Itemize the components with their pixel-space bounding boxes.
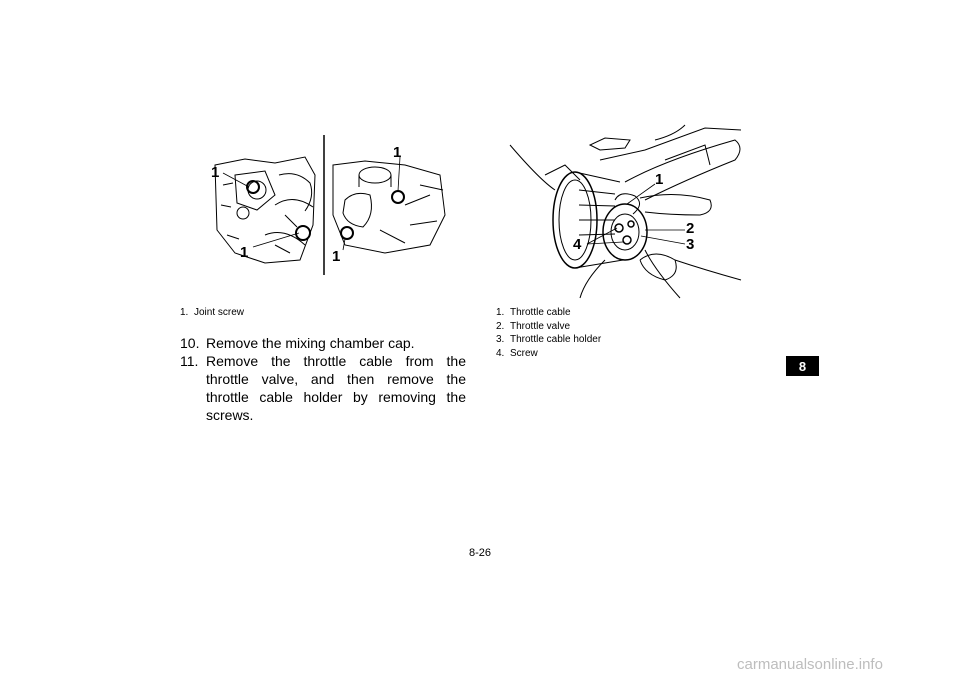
right-callout-1: 1 xyxy=(655,171,664,188)
chapter-tab: 8 xyxy=(786,356,819,376)
legend-text: Screw xyxy=(510,347,538,359)
legend-item xyxy=(180,306,244,320)
legend-number: 1. xyxy=(496,307,505,318)
watermark: carmanualsonline.info xyxy=(737,656,883,673)
right-callout-3: 3 xyxy=(686,236,695,253)
step-number: 10. xyxy=(180,335,200,351)
right-callout-2: 2 xyxy=(686,220,695,237)
step-number: 11. xyxy=(180,353,199,369)
legend-number: 4. xyxy=(496,347,505,359)
step-text: Remove the throttle cable from the throttle valve, and then remove the throttle cable holder by removing the screws. xyxy=(206,353,466,423)
step-10 xyxy=(180,334,466,352)
legend-item xyxy=(496,306,601,320)
legend-text: Throttle cable holder xyxy=(510,334,602,345)
legend-text: Throttle valve xyxy=(510,320,571,332)
legend-number: 1. xyxy=(180,307,189,318)
right-callout-4: 4 xyxy=(573,236,582,253)
procedure-steps xyxy=(180,334,466,424)
left-figure-legend xyxy=(180,306,244,320)
left-callout-1d: 1 xyxy=(332,248,341,265)
throttle-cable-illustration xyxy=(505,120,745,300)
legend-number: 3. xyxy=(496,334,505,345)
left-callout-1c: 1 xyxy=(393,144,402,161)
page-number: 8-26 xyxy=(468,547,492,559)
right-figure-legend xyxy=(496,306,601,360)
legend-number: 2. xyxy=(496,320,505,332)
legend-item xyxy=(496,347,601,361)
legend-text: Joint screw xyxy=(194,307,245,318)
joint-screw-illustration xyxy=(205,135,455,275)
step-11 xyxy=(180,352,466,424)
legend-item xyxy=(496,333,601,347)
step-text: Remove the mixing chamber cap. xyxy=(206,335,415,351)
left-callout-1b: 1 xyxy=(240,244,249,261)
legend-item xyxy=(496,320,601,334)
left-callout-1a: 1 xyxy=(211,164,220,181)
legend-text: Throttle cable xyxy=(510,307,571,318)
